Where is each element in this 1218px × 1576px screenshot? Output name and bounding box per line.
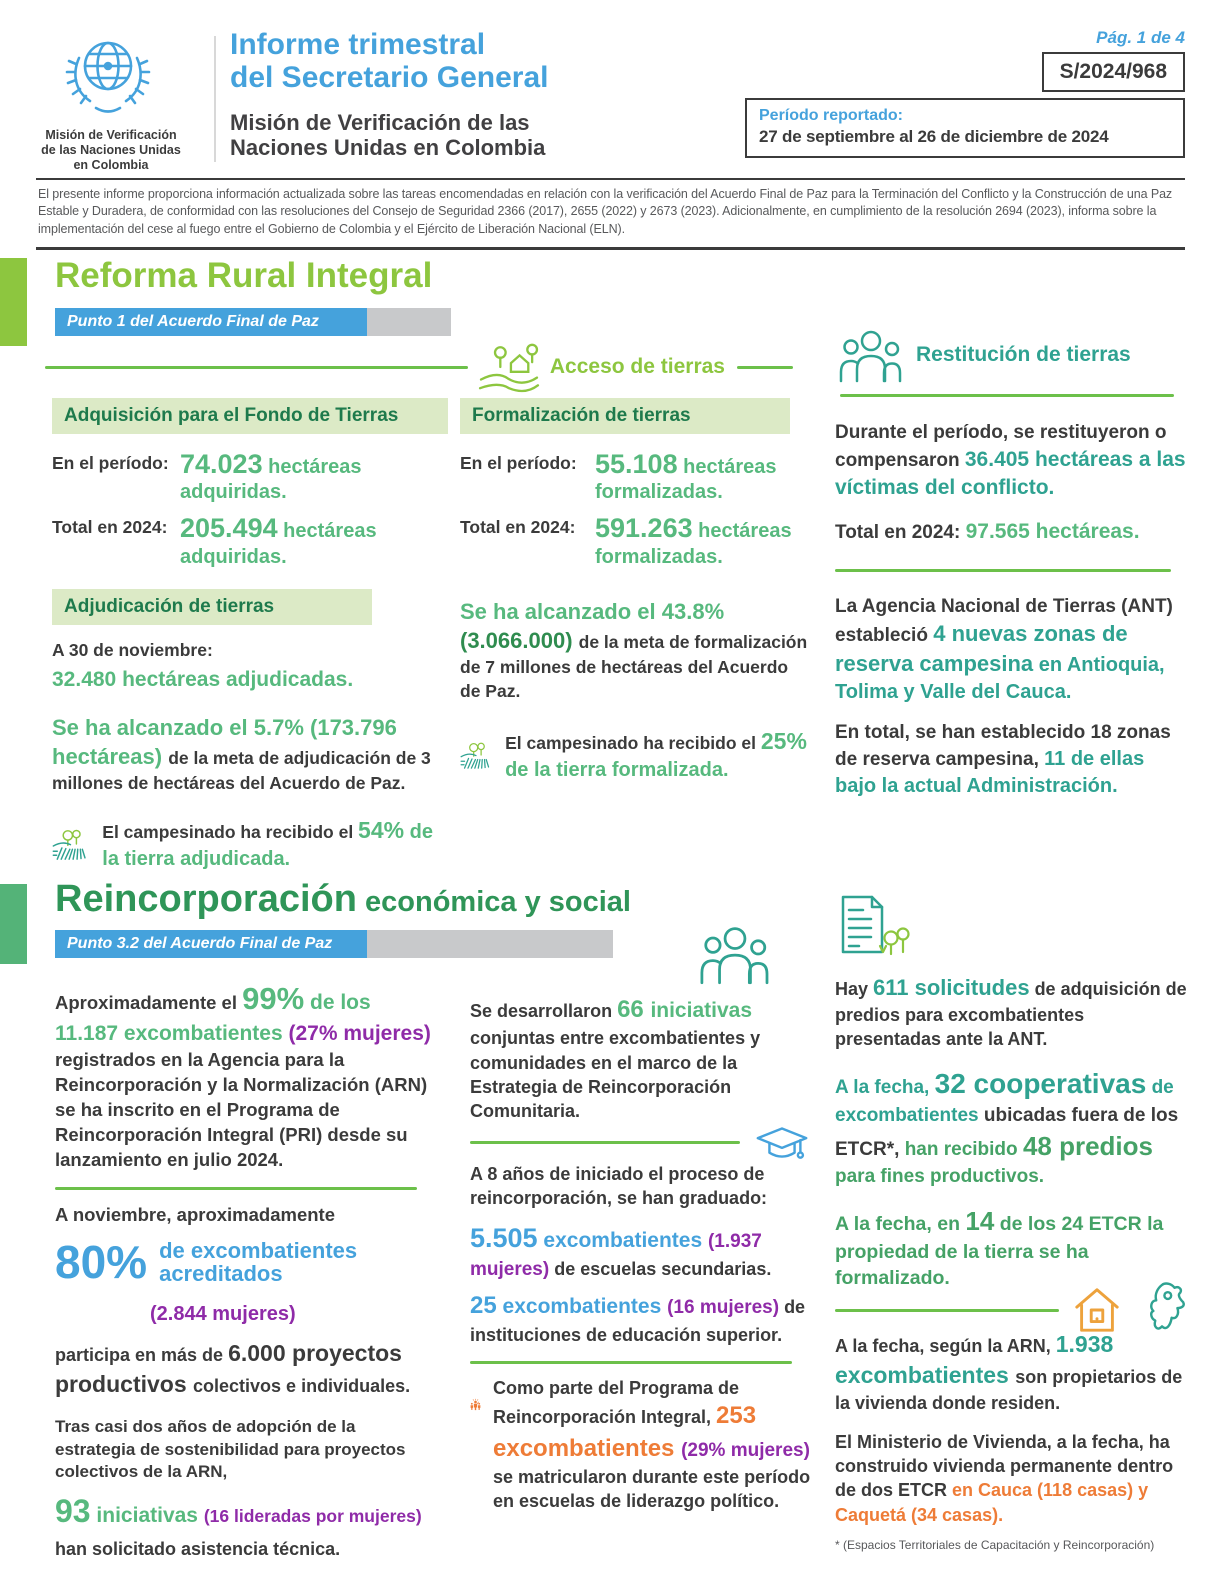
text-blue: acreditados bbox=[159, 1261, 283, 1287]
green-rule bbox=[470, 1141, 740, 1144]
campesinado-row bbox=[460, 727, 808, 783]
progress-text: de la meta de formalización de 7 millones de hectáreas del Acuerdo de Paz. bbox=[460, 632, 808, 701]
stat-number: 66 bbox=[617, 996, 651, 1023]
colombia-map-icon bbox=[1135, 1281, 1189, 1339]
acceso-de-tierras-header bbox=[45, 340, 793, 394]
crowd-icon bbox=[470, 1376, 481, 1434]
text-blue: de excombatientes bbox=[159, 1238, 358, 1264]
text-green: de la tierra adjudicada. bbox=[102, 820, 433, 870]
text-purple: (16 mujeres) bbox=[667, 1297, 780, 1319]
report-subtitle bbox=[230, 110, 545, 161]
stat-value bbox=[180, 448, 448, 504]
column-adquisicion bbox=[52, 398, 448, 872]
graduados-superior bbox=[470, 1290, 812, 1347]
text-dark: participa en más de bbox=[55, 1345, 229, 1366]
document-trees-icon bbox=[835, 894, 911, 958]
progress-highlight: Se ha alcanzado el 43.8% bbox=[460, 598, 725, 624]
text-green: de los 11.187 excombatientes bbox=[55, 991, 371, 1045]
text-green: iniciativas bbox=[90, 1503, 204, 1527]
text-dark: de escuelas secundarias. bbox=[549, 1258, 772, 1279]
campesinado-text bbox=[102, 816, 448, 872]
section1-title: Reforma Rural Integral bbox=[55, 256, 433, 295]
green-rule bbox=[470, 1361, 792, 1364]
text-dark: de instituciones de educación superior. bbox=[470, 1297, 806, 1345]
section2-banner-label: Punto 3.2 del Acuerdo Final de Paz bbox=[55, 930, 367, 958]
stat-unit: hectáreas adquiridas. bbox=[180, 456, 362, 504]
document-icon-wrap bbox=[835, 894, 1189, 965]
graduation-cap-icon bbox=[752, 1119, 812, 1167]
intro-paragraph: El presente informe proporciona información actualizada sobre las tareas encomendadas en relación con la verificación del Acuerdo Final de Paz para la Terminación del Conflicto y la Construcción de una Paz Estable y Duradera, de conformidad con las resoluciones del Consejo de Seguridad 2366 (2017), 2655 (2022) y 2673 (2023). Adicionalmente, en cumplimiento de la resolución 2694 (2023), informa sobre la implementación del cese al fuego entre el Gobierno de Colombia y el Ejército de Liberación Nacional (ELN). bbox=[36, 178, 1185, 250]
restitucion-total bbox=[835, 518, 1187, 546]
text-dark-big: 6.000 proyectos productivos bbox=[55, 1340, 402, 1398]
campesinado-row bbox=[52, 816, 448, 872]
progress-number: (3.066.000) bbox=[460, 628, 579, 654]
stat-number: 611 solicitudes bbox=[873, 975, 1030, 1001]
report-subtitle-line1: Misión de Verificación de las bbox=[230, 110, 530, 135]
acceso-de-tierras-label: Acceso de tierras bbox=[549, 355, 725, 378]
people-icon bbox=[698, 922, 772, 986]
stat-number: 55.108 bbox=[595, 449, 678, 479]
etcr-footnote: * (Espacios Territoriales de Capacitación y Reincorporación) bbox=[835, 1537, 1155, 1552]
text-dark: Total en 2024: bbox=[835, 522, 966, 544]
stat-number: 32 cooperativas bbox=[934, 1068, 1147, 1100]
section2-tab bbox=[0, 884, 27, 964]
stat-value bbox=[180, 512, 448, 568]
text-green: iniciativas bbox=[650, 999, 752, 1022]
green-rule bbox=[835, 1309, 1059, 1312]
progress-text: de la meta de adjudicación de 3 millones de hectáreas del Acuerdo de Paz. bbox=[52, 748, 431, 794]
campesinado-text bbox=[505, 727, 808, 783]
stat-number: 25 bbox=[470, 1292, 497, 1320]
text-dark: Durante el período, se restituyeron o compensaron bbox=[835, 422, 1167, 471]
ministerio-vivienda bbox=[835, 1430, 1189, 1527]
text-dark: son propietarios de la vivienda donde residen. bbox=[835, 1367, 1183, 1414]
liderazgo-text bbox=[493, 1376, 812, 1514]
field-icon bbox=[460, 730, 493, 780]
stat-text bbox=[159, 1239, 357, 1285]
stat-number: 591.263 bbox=[595, 513, 693, 544]
stat-value: 32.480 hectáreas adjudicadas. bbox=[52, 668, 354, 692]
text-purple: (27% mujeres) bbox=[288, 1021, 431, 1045]
text-green: para fines productivos. bbox=[835, 1165, 1045, 1187]
green-rule bbox=[835, 569, 1171, 572]
sostenibilidad-text: Tras casi dos años de adopción de la estrategia de sostenibilidad para proyectos colectivos de la ARN, bbox=[55, 1417, 406, 1481]
stat-number: 1.938 excombatientes bbox=[835, 1331, 1114, 1389]
progress-highlight: Se ha alcanzado el 5.7% (173.796 hectáreas) bbox=[52, 714, 397, 770]
text-dark: Como parte del Programa de Reincorporación Integral, bbox=[493, 1377, 740, 1428]
stat-number: 253 excombatientes bbox=[493, 1402, 757, 1462]
section2-banner bbox=[55, 930, 613, 958]
stat-label: Total en 2024: bbox=[52, 517, 168, 538]
stat-label: A 30 de noviembre: bbox=[52, 639, 213, 660]
text-dark: A noviembre, aproximadamente bbox=[55, 1204, 335, 1226]
logo-caption-line: Misión de Verificación bbox=[45, 128, 177, 142]
block-header-adjudicacion: Adjudicación de tierras bbox=[52, 589, 372, 625]
block-header-adquisicion: Adquisición para el Fondo de Tierras bbox=[52, 398, 448, 434]
report-title-line1: Informe trimestral bbox=[230, 28, 486, 61]
restitucion-stat bbox=[835, 420, 1187, 502]
column-formalizacion bbox=[460, 398, 808, 783]
stat-label: En el período: bbox=[460, 453, 577, 473]
text-dark: La Agencia Nacional de Tierras (ANT) estableció bbox=[835, 595, 1173, 647]
graduados-intro: A 8 años de iniciado el proceso de reincorporación, se han graduado: bbox=[470, 1163, 768, 1208]
text-dark: A la fecha, según la ARN, bbox=[835, 1336, 1056, 1357]
period-box bbox=[745, 98, 1185, 158]
section2-title-sub: económica y social bbox=[356, 886, 631, 918]
period-label: Período reportado: bbox=[759, 107, 904, 124]
logo-caption bbox=[18, 128, 204, 172]
section1-banner-label: Punto 1 del Acuerdo Final de Paz bbox=[55, 308, 367, 336]
column-restitucion bbox=[835, 420, 1187, 800]
text-green: A la fecha, en bbox=[835, 1212, 966, 1235]
field-icon bbox=[52, 819, 90, 869]
text-green: de la tierra formalizada. bbox=[505, 759, 729, 782]
acreditados-stat bbox=[55, 1230, 433, 1294]
adjudicacion-stat bbox=[52, 639, 448, 695]
column-comunitaria bbox=[470, 994, 812, 1514]
text-dark: han solicitado asistencia técnica. bbox=[55, 1539, 341, 1560]
text-dark: Hay bbox=[835, 979, 874, 1000]
stat-number: 25% bbox=[760, 728, 807, 755]
zonas-total bbox=[835, 720, 1187, 800]
text-teal: de excombatientes bbox=[835, 1077, 1174, 1127]
text-green: 97.565 hectáreas. bbox=[965, 520, 1140, 544]
stat-number: 48 predios bbox=[1022, 1130, 1153, 1161]
formalizacion-progress bbox=[460, 597, 808, 704]
text-teal-big: 4 nuevas zonas de reserva campesina bbox=[835, 621, 1128, 676]
ant-zonas bbox=[835, 594, 1187, 706]
text-dark: de adquisición de predios para excombatientes presentadas ante la ANT. bbox=[835, 979, 1187, 1050]
restitucion-label: Restitución de tierras bbox=[916, 343, 1131, 366]
text-dark: colectivos e individuales. bbox=[193, 1376, 411, 1397]
farm-icon bbox=[478, 340, 540, 394]
text-teal: 36.405 hectáreas a las víctimas del conflicto. bbox=[835, 447, 1186, 499]
text-dark: En total, se han establecido 18 zonas de reserva campesina, bbox=[835, 722, 1171, 770]
document-code: S/2024/968 bbox=[1042, 52, 1185, 92]
text-purple: (29% mujeres) bbox=[681, 1439, 810, 1461]
logo-caption-line: en Colombia bbox=[73, 157, 149, 172]
stat-number: 14 bbox=[965, 1205, 995, 1236]
page-number: Pág. 1 de 4 bbox=[1096, 28, 1185, 47]
text-dark: El Ministerio de Vivienda, a la fecha, ha construido vivienda permanente dentro de dos ETCR bbox=[835, 1431, 1174, 1501]
liderazgo-row bbox=[470, 1376, 812, 1514]
header-divider-line bbox=[214, 36, 216, 162]
stat-value bbox=[595, 512, 808, 568]
solicitudes-stat bbox=[835, 973, 1189, 1051]
stat-number: 74.023 bbox=[180, 449, 263, 479]
section2-banner-gray bbox=[367, 930, 613, 958]
text-green: han recibido bbox=[904, 1138, 1023, 1160]
stat-number: 205.494 bbox=[180, 513, 278, 544]
text-teal: en Antioquia, Tolima y Valle del Cauca. bbox=[835, 654, 1165, 703]
stat-row bbox=[460, 512, 808, 568]
divider-graduation bbox=[470, 1136, 812, 1150]
iniciativas-stat bbox=[55, 1489, 433, 1534]
text-purple: (16 lideradas por mujeres) bbox=[203, 1505, 422, 1526]
text-dark: El campesinado ha recibido el bbox=[505, 733, 761, 754]
text-dark: Aproximadamente el bbox=[55, 992, 243, 1013]
stat-number: 93 bbox=[55, 1492, 91, 1529]
stat-number: 80% bbox=[55, 1235, 148, 1288]
stat-row bbox=[52, 512, 448, 568]
text-green: de los 24 ETCR la propiedad de la tierra se ha formalizado. bbox=[835, 1212, 1164, 1289]
etcr-formalizado-stat bbox=[835, 1204, 1189, 1292]
section1-banner bbox=[55, 308, 451, 336]
adjudicacion-progress bbox=[52, 713, 448, 796]
text-dark: El campesinado ha recibido el bbox=[102, 821, 359, 842]
restitucion-underline bbox=[840, 394, 1174, 397]
report-subtitle-line2: Naciones Unidas en Colombia bbox=[230, 135, 546, 161]
stat-label: En el período: bbox=[52, 453, 169, 473]
green-rule bbox=[737, 366, 793, 369]
report-title-line2: del Secretario General bbox=[230, 61, 549, 94]
section2-title-main: Reincorporación bbox=[55, 878, 357, 920]
report-title bbox=[230, 28, 549, 94]
text-blue: excombatientes bbox=[496, 1295, 668, 1319]
stat-row bbox=[460, 448, 808, 504]
iniciativas-conjuntas bbox=[470, 994, 812, 1124]
pri-paragraph bbox=[55, 978, 433, 1173]
stat-unit: hectáreas adquiridas. bbox=[180, 520, 377, 568]
column-pri bbox=[55, 978, 433, 1563]
text-dark: ubicadas fuera de los ETCR*, bbox=[835, 1105, 1179, 1160]
text-orange: en Cauca (118 casas) y Caquetá (34 casas). bbox=[835, 1480, 1149, 1525]
stat-number: 54% bbox=[358, 816, 405, 843]
divider-vivienda bbox=[835, 1303, 1189, 1317]
text-teal: A la fecha, bbox=[835, 1077, 935, 1099]
stat-number: 5.505 bbox=[470, 1223, 538, 1254]
text-dark: Se desarrollaron bbox=[470, 1001, 618, 1021]
column-predios-vivienda bbox=[835, 894, 1189, 1554]
text-dark: registrados en la Agencia para la Reincorporación y la Normalización (ARN) se ha inscrito en el Programa de Reincorporación Integral (PRI) desde su lanzamiento en julio 2024. bbox=[55, 1049, 428, 1171]
stat-unit: hectáreas formalizadas. bbox=[595, 520, 792, 568]
proyectos-text bbox=[55, 1338, 433, 1400]
period-date: 27 de septiembre al 26 de diciembre de 2024 bbox=[759, 127, 1109, 146]
section1-tab bbox=[0, 258, 27, 346]
logo-caption-line: de las Naciones Unidas bbox=[41, 142, 181, 157]
stat-number: 99% bbox=[242, 981, 305, 1016]
stat-unit: hectáreas formalizadas. bbox=[595, 456, 777, 504]
text-dark: se matricularon durante este período en escuelas de liderazgo político. bbox=[493, 1467, 811, 1512]
text-teal: 11 de ellas bajo la actual Administración. bbox=[835, 747, 1145, 797]
graduados-secundaria bbox=[470, 1220, 812, 1282]
stat-label: Total en 2024: bbox=[460, 517, 576, 538]
stat-row bbox=[52, 448, 448, 504]
vivienda-propietarios bbox=[835, 1329, 1189, 1415]
un-logo-icon bbox=[58, 26, 158, 126]
people-icon bbox=[838, 326, 904, 384]
green-rule bbox=[45, 366, 468, 369]
section2-title bbox=[55, 878, 631, 921]
text-blue: excombatientes bbox=[537, 1229, 708, 1253]
cooperativas-stat bbox=[835, 1065, 1189, 1189]
green-rule bbox=[55, 1187, 417, 1190]
restitucion-header bbox=[838, 326, 1131, 384]
block-header-formalizacion: Formalización de tierras bbox=[460, 398, 790, 434]
text-dark: conjuntas entre excombatientes y comunidades en el marco de la Estrategia de Reincorporación Comunitaria. bbox=[470, 1028, 761, 1122]
text-purple: (1.937 mujeres) bbox=[470, 1231, 762, 1280]
section1-banner-gray bbox=[367, 308, 451, 336]
stat-value bbox=[595, 448, 808, 504]
text-purple: (2.844 mujeres) bbox=[150, 1303, 296, 1326]
